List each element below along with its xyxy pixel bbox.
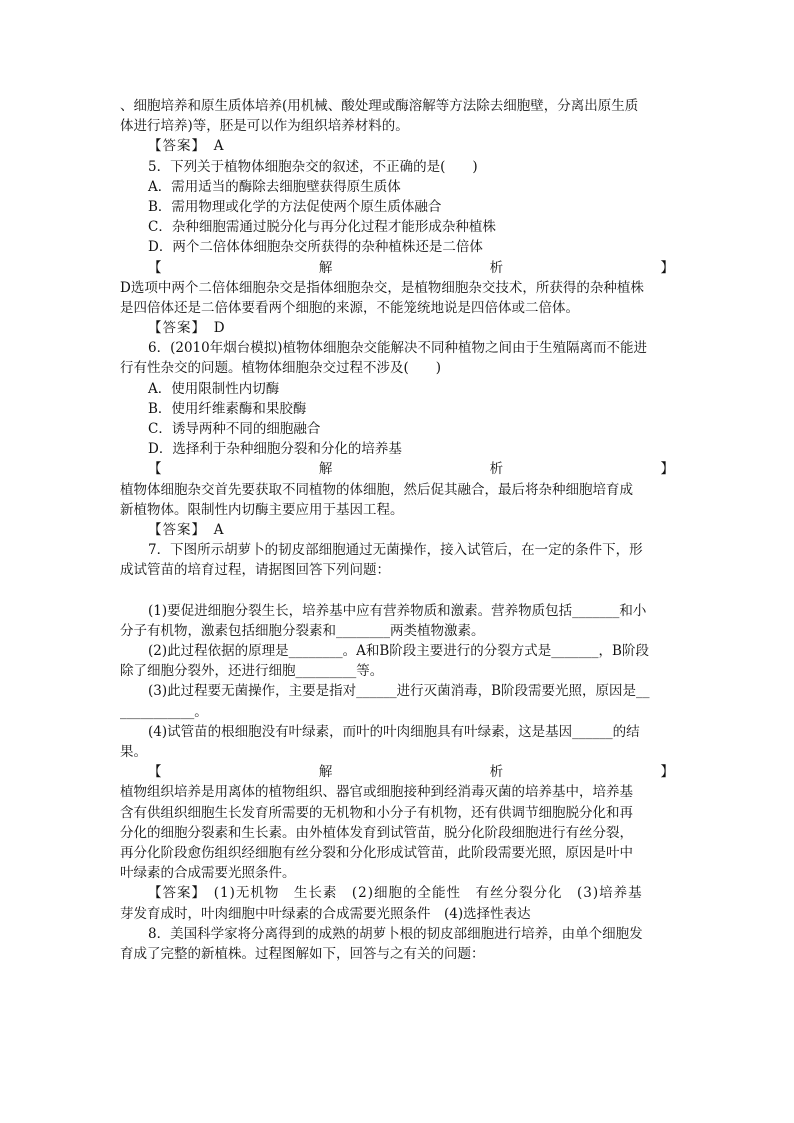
option-c: C．杂种细胞需通过脱分化与再分化过程才能形成杂种植株 xyxy=(148,219,496,236)
bracket-close: 】 xyxy=(660,259,674,276)
analysis-line: 再分化阶段愈伤组织经细胞有丝分裂和分化形成试管苗，此阶段需要光照，原因是叶中 xyxy=(120,844,633,861)
sub-question-cont: 果。 xyxy=(120,744,147,760)
sub-question-cont: 分子有机物，激素包括细胞分裂素和________两类植物激素。 xyxy=(120,622,485,639)
analysis-char: 析 xyxy=(489,259,504,276)
text-line: 、细胞培养和原生质体培养(用机械、酸处理或酶溶解等方法除去细胞壁，分离出原生质 xyxy=(120,98,639,114)
option-a: A．需用适当的酶除去细胞壁获得原生质体 xyxy=(148,178,401,195)
bracket-open: 【 xyxy=(148,259,162,276)
analysis-char: 析 xyxy=(489,764,504,781)
question-8-stem: 8．美国科学家将分离得到的成熟的胡萝卜根的韧皮部细胞进行培养，由单个细胞发 xyxy=(148,925,643,942)
sub-question-cont: ___________。 xyxy=(120,703,208,720)
question-6-stem-cont: 行有性杂交的问题。植物体细胞杂交过程不涉及( ) xyxy=(120,360,442,377)
analysis-char: 析 xyxy=(489,461,504,478)
analysis-line: 分化的细胞分裂素和生长素。由外植体发育到试管苗，脱分化阶段细胞进行有丝分裂， xyxy=(120,824,633,841)
bracket-close: 】 xyxy=(660,461,674,478)
question-8-stem-cont: 育成了完整的新植株。过程图解如下，回答与之有关的问题： xyxy=(120,945,485,962)
analysis-line: 叶绿素的合成需要光照条件。 xyxy=(120,865,296,882)
analysis-char: 解 xyxy=(318,259,333,276)
answer-line: 【答案】 (1)无机物 生长素 (2)细胞的全能性 有丝分裂分化 (3)培养基 xyxy=(148,885,643,902)
figure-space xyxy=(120,581,674,601)
sub-question: (4)试管苗的根细胞没有叶绿素，而叶的叶肉细胞具有叶绿素，这是基因______的结 xyxy=(148,723,640,740)
sub-question: (1)要促进细胞分裂生长，培养基中应有营养物质和激素。营养物质包括_______和小 xyxy=(148,602,647,619)
sub-question: (2)此过程依据的原理是________。A和B阶段主要进行的分裂方式是_______，B阶段 xyxy=(148,643,649,660)
document-page xyxy=(120,96,674,964)
option-d: D．选择利于杂种细胞分裂和分化的培养基 xyxy=(148,441,402,458)
answer-line-cont: 芽发育成时，叶肉细胞中叶绿素的合成需要光照条件 (4)选择性表达 xyxy=(120,905,531,922)
analysis-line: D选项中两个二倍体细胞杂交是指体细胞杂交，是植物细胞杂交技术，所获得的杂种植株 xyxy=(120,279,644,296)
option-b: B．使用纤维素酶和果胶酶 xyxy=(148,400,307,417)
answer-line: 【答案】 D xyxy=(148,320,226,337)
answer-line: 【答案】 A xyxy=(148,521,225,538)
analysis-line: 含有供组织细胞生长发育所需要的无机物和小分子有机物，还有供调节细胞脱分化和再 xyxy=(120,804,633,821)
question-7-stem-cont: 成试管苗的培育过程，请据图回答下列问题： xyxy=(120,562,390,579)
text-line: 体进行培养)等，胚是可以作为组织培养材料的。 xyxy=(120,118,409,135)
analysis-line: 植物体细胞杂交首先要获取不同植物的体细胞，然后促其融合，最后将杂种细胞培育成 xyxy=(120,481,633,498)
analysis-header xyxy=(120,762,674,782)
sub-question: (3)此过程要无菌操作，主要是指对______进行灭菌消毒，B阶段需要光照，原因是__ xyxy=(148,683,650,700)
analysis-header xyxy=(120,459,674,479)
analysis-header xyxy=(120,258,674,278)
bracket-close: 】 xyxy=(660,764,674,781)
bracket-open: 【 xyxy=(148,764,162,781)
analysis-char: 解 xyxy=(318,764,333,781)
sub-question-cont: 除了细胞分裂外，还进行细胞_________等。 xyxy=(120,663,384,680)
question-6-stem: 6．(2010年烟台模拟)植物体细胞杂交能解决不同种植物之间由于生殖隔离而不能进 xyxy=(148,340,647,357)
option-d: D．两个二倍体体细胞杂交所获得的杂种植株还是二倍体 xyxy=(148,239,483,256)
bracket-open: 【 xyxy=(148,461,162,478)
option-c: C．诱导两种不同的细胞融合 xyxy=(148,421,321,437)
option-b: B．需用物理或化学的方法促使两个原生质体融合 xyxy=(148,198,442,215)
analysis-line: 植物组织培养是用离体的植物组织、器官或细胞接种到经消毒灭菌的培养基中，培养基 xyxy=(120,784,633,801)
analysis-line: 是四倍体还是二倍体要看两个细胞的来源，不能笼统地说是四倍体或二倍体。 xyxy=(120,299,579,316)
analysis-char: 解 xyxy=(318,461,333,478)
answer-line: 【答案】 A xyxy=(148,138,225,155)
option-a: A．使用限制性内切酶 xyxy=(148,380,280,397)
question-7-stem: 7．下图所示胡萝卜的韧皮部细胞通过无菌操作，接入试管后，在一定的条件下，形 xyxy=(148,542,643,559)
question-5-stem: 5．下列关于植物体细胞杂交的叙述，不正确的是( ) xyxy=(148,158,478,175)
analysis-line: 新植物体。限制性内切酶主要应用于基因工程。 xyxy=(120,501,404,518)
